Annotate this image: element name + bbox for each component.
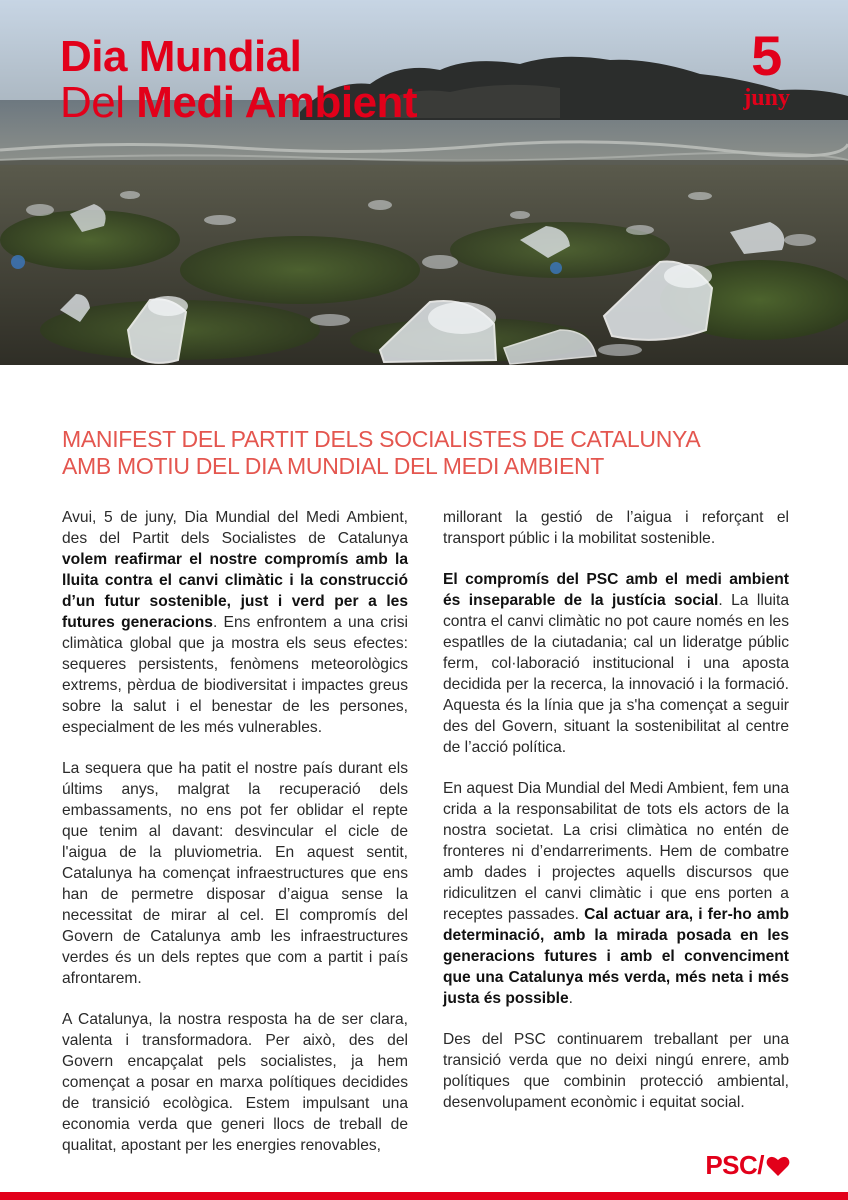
hero-title-bold: Medi Ambient bbox=[136, 78, 418, 127]
psc-logo-text: PSC/ bbox=[705, 1150, 764, 1180]
paragraph bbox=[443, 569, 789, 758]
hero-image bbox=[0, 0, 848, 365]
hero-title bbox=[60, 34, 417, 126]
paragraph-text: Avui, 5 de juny, Dia Mundial del Medi Ambient, des del Partit dels Socialistes de Catalunya bbox=[62, 509, 408, 547]
left-column bbox=[62, 507, 408, 1176]
paragraph-bold: Cal actuar ara, i fer-ho amb determinació, amb la mirada posada en les generacions futures i amb el convenciment que una Catalunya més verda, més neta i més justa és possible bbox=[443, 906, 789, 1007]
right-column bbox=[443, 507, 789, 1133]
paragraph-bold: volem reafirmar el nostre compromís amb la lluita contra el canvi climàtic i la construcció d’un futur sostenible, just i verd per a les futures generacions bbox=[62, 551, 408, 631]
paragraph bbox=[62, 507, 408, 738]
paragraph-text: . bbox=[568, 990, 574, 1007]
date-day: 5 bbox=[751, 24, 783, 87]
psc-logo bbox=[705, 1150, 790, 1181]
date-badge bbox=[743, 24, 790, 111]
manifesto-title bbox=[62, 426, 802, 480]
paragraph-text: . Ens enfrontem a una crisi climàtica global que ja mostra els seus efectes: sequeres persistents, fenòmens meteorològics extrems, pèrdua de biodiversitat i impactes greus sobre la salut i el benestar de les persones, especialment de les més vulnerables. bbox=[62, 614, 409, 736]
heart-icon bbox=[766, 1155, 790, 1177]
manifesto-title-line2: AMB MOTIU DEL DIA MUNDIAL DEL MEDI AMBIENT bbox=[62, 453, 605, 479]
hero-title-prefix: Del bbox=[60, 78, 125, 127]
hero-title-line1: Dia Mundial bbox=[60, 32, 302, 81]
bottom-bar bbox=[0, 1192, 848, 1200]
paragraph-text: En aquest Dia Mundial del Medi Ambient, fem una crida a la responsabilitat de tots els actors de la nostra societat. La crisi climàtica no entén de fronteres ni d’endarreriments. Hem de combatre amb dades i projectes aquells discursos que ridiculitzen el canvi climàtic i que ens porten a receptes passades. bbox=[443, 780, 789, 923]
paragraph: Des del PSC continuarem treballant per una transició verda que no deixi ningú enrere, amb polítiques que combinin protecció ambiental, desenvolupament econòmic i equitat social. bbox=[443, 1031, 789, 1111]
paragraph: La sequera que ha patit el nostre país durant els últims anys, malgrat la recuperació dels embassaments, no ens pot fer oblidar el repte que tenim al davant: desvincular el cicle de l'aigua de la pluviometria. En aquest sentit, Catalunya ha començat infraestructures que ens han de permetre disposar d’aigua sense la necessitat de mirar al cel. El compromís del Govern de Catalunya amb les infraestructures verdes és un dels reptes que com a partit i país afrontarem. bbox=[62, 760, 408, 987]
paragraph: A Catalunya, la nostra resposta ha de ser clara, valenta i transformadora. Per això, des del Govern encapçalat pels socialistes, ja hem començat a posar en marxa polítiques decidides de transició ecològica. Estem impulsant una economia verda que generi llocs de treball de qualitat, apostant per les energies renovables, bbox=[62, 1011, 408, 1154]
date-month: juny bbox=[743, 85, 790, 111]
paragraph bbox=[443, 778, 789, 1009]
hero-title-line2 bbox=[60, 80, 417, 126]
paragraph-bold: El compromís del PSC amb el medi ambient és inseparable de la justícia social bbox=[443, 571, 789, 609]
manifesto-title-line1: MANIFEST DEL PARTIT DELS SOCIALISTES DE CATALUNYA bbox=[62, 426, 701, 452]
paragraph-text: . La lluita contra el canvi climàtic no pot caure només en les espatlles de la ciutadania; cal un lideratge públic ferm, col·laboració institucional i una aposta decidida per la recerca, la innovació i la formació. Aquesta és la línia que ja s'ha començat a seguir des del Govern, situant la sostenibilitat al centre de l’acció política. bbox=[443, 592, 789, 756]
paragraph: millorant la gestió de l’aigua i reforçant el transport públic i la mobilitat sostenible. bbox=[443, 509, 789, 547]
